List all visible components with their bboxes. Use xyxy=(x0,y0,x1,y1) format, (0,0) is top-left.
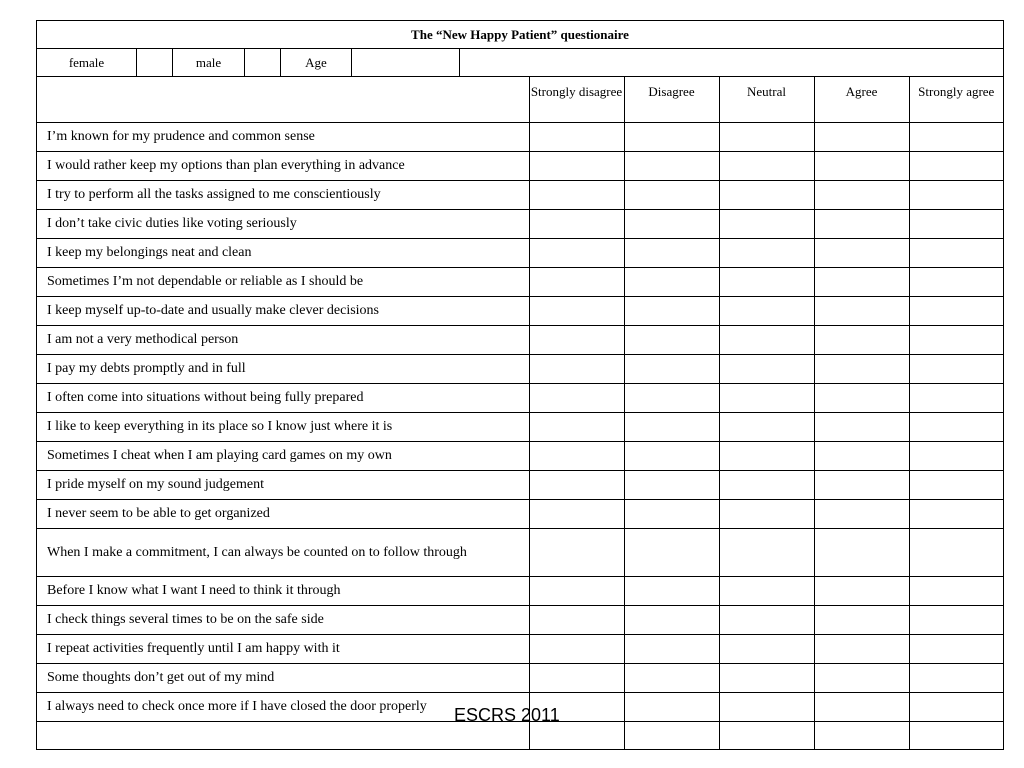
answer-cell-neutral[interactable] xyxy=(719,122,814,151)
answer-cell-strongly-agree[interactable] xyxy=(909,499,1003,528)
statement-row xyxy=(37,238,1003,267)
scale-header-strongly-agree: Strongly agree xyxy=(909,77,1003,122)
statement-row xyxy=(37,441,1003,470)
statement-row xyxy=(37,663,1003,692)
statement-text: Before I know what I want I need to think it through xyxy=(37,576,529,605)
statement-text: I am not a very methodical person xyxy=(37,325,529,354)
answer-cell-neutral[interactable] xyxy=(719,383,814,412)
statement-text: I always need to check once more if I have closed the door properly xyxy=(37,692,529,721)
answer-cell-neutral[interactable] xyxy=(719,151,814,180)
answer-cell-agree[interactable] xyxy=(814,296,909,325)
statement-row xyxy=(37,354,1003,383)
statement-header-blank xyxy=(37,77,529,122)
answer-cell-neutral[interactable] xyxy=(719,499,814,528)
answer-cell-agree[interactable] xyxy=(814,151,909,180)
answer-cell-strongly-agree[interactable] xyxy=(909,180,1003,209)
answer-cell-strongly-disagree[interactable] xyxy=(529,470,624,499)
answer-cell-agree[interactable] xyxy=(814,528,909,576)
statement-row xyxy=(37,383,1003,412)
answer-cell-agree[interactable] xyxy=(814,238,909,267)
answer-cell-disagree[interactable] xyxy=(624,122,719,151)
statement-row xyxy=(37,296,1003,325)
answer-cell-strongly-disagree[interactable] xyxy=(529,151,624,180)
answer-cell-disagree[interactable] xyxy=(624,576,719,605)
answer-cell-strongly-agree[interactable] xyxy=(909,634,1003,663)
answer-cell-neutral[interactable] xyxy=(719,634,814,663)
answer-cell-agree[interactable] xyxy=(814,470,909,499)
answer-cell-disagree[interactable] xyxy=(624,528,719,576)
answer-cell-neutral[interactable] xyxy=(719,470,814,499)
answer-cell-agree[interactable] xyxy=(814,412,909,441)
age-label: Age xyxy=(281,49,352,76)
statement-text: I repeat activities frequently until I am happy with it xyxy=(37,634,529,663)
answer-cell-strongly-agree[interactable] xyxy=(909,151,1003,180)
answer-cell-agree[interactable] xyxy=(814,634,909,663)
answer-cell-strongly-agree[interactable] xyxy=(909,354,1003,383)
answer-cell-strongly-disagree[interactable] xyxy=(529,238,624,267)
answer-cell-strongly-disagree[interactable] xyxy=(529,412,624,441)
answer-cell-strongly-agree[interactable] xyxy=(909,267,1003,296)
scale-header-agree: Agree xyxy=(814,77,909,122)
answer-cell-strongly-disagree[interactable] xyxy=(529,383,624,412)
answer-cell-disagree[interactable] xyxy=(624,721,719,750)
answer-cell-strongly-agree[interactable] xyxy=(909,412,1003,441)
answer-cell-disagree[interactable] xyxy=(624,605,719,634)
age-input-cell[interactable] xyxy=(352,49,460,76)
statement-text: I pay my debts promptly and in full xyxy=(37,354,529,383)
answer-cell-agree[interactable] xyxy=(814,576,909,605)
answer-cell-disagree[interactable] xyxy=(624,296,719,325)
answer-cell-strongly-agree[interactable] xyxy=(909,470,1003,499)
demographics-row xyxy=(37,49,1003,77)
statement-text: I would rather keep my options than plan everything in advance xyxy=(37,151,529,180)
answer-cell-neutral[interactable] xyxy=(719,528,814,576)
statement-row xyxy=(37,576,1003,605)
answer-cell-neutral[interactable] xyxy=(719,325,814,354)
answer-cell-strongly-agree[interactable] xyxy=(909,663,1003,692)
answer-cell-strongly-disagree[interactable] xyxy=(529,663,624,692)
questionnaire-body xyxy=(37,77,1003,750)
answer-cell-agree[interactable] xyxy=(814,499,909,528)
statement-row xyxy=(37,528,1003,576)
answer-cell-strongly-agree[interactable] xyxy=(909,528,1003,576)
answer-cell-agree[interactable] xyxy=(814,122,909,151)
answer-cell-strongly-disagree[interactable] xyxy=(529,296,624,325)
answer-cell-strongly-agree[interactable] xyxy=(909,238,1003,267)
statement-row xyxy=(37,605,1003,634)
questionnaire-title: The “New Happy Patient” questionaire xyxy=(37,21,1003,49)
statement-text: When I make a commitment, I can always be counted on to follow through xyxy=(37,528,529,576)
answer-cell-agree[interactable] xyxy=(814,209,909,238)
answer-cell-agree[interactable] xyxy=(814,383,909,412)
scale-header-row xyxy=(37,77,1003,122)
answer-cell-agree[interactable] xyxy=(814,267,909,296)
answer-cell-strongly-disagree[interactable] xyxy=(529,528,624,576)
statement-text: I keep myself up-to-date and usually make clever decisions xyxy=(37,296,529,325)
answer-cell-neutral[interactable] xyxy=(719,180,814,209)
male-label: male xyxy=(173,49,245,76)
answer-cell-strongly-agree[interactable] xyxy=(909,576,1003,605)
answer-cell-neutral[interactable] xyxy=(719,412,814,441)
statement-text: I often come into situations without being fully prepared xyxy=(37,383,529,412)
statement-row xyxy=(37,499,1003,528)
answer-cell-strongly-disagree[interactable] xyxy=(529,576,624,605)
answer-cell-strongly-disagree[interactable] xyxy=(529,180,624,209)
statement-row xyxy=(37,122,1003,151)
female-label: female xyxy=(37,49,137,76)
statement-row xyxy=(37,151,1003,180)
answer-cell-strongly-disagree[interactable] xyxy=(529,499,624,528)
scale-header-strongly-disagree: Strongly disagree xyxy=(529,77,624,122)
answer-cell-disagree[interactable] xyxy=(624,692,719,721)
answer-cell-strongly-agree[interactable] xyxy=(909,122,1003,151)
answer-cell-neutral[interactable] xyxy=(719,296,814,325)
answer-cell-neutral[interactable] xyxy=(719,238,814,267)
answer-cell-neutral[interactable] xyxy=(719,692,814,721)
answer-cell-agree[interactable] xyxy=(814,180,909,209)
answer-cell-neutral[interactable] xyxy=(719,576,814,605)
answer-cell-strongly-agree[interactable] xyxy=(909,721,1003,750)
answer-cell-agree[interactable] xyxy=(814,605,909,634)
answer-cell-disagree[interactable] xyxy=(624,180,719,209)
answer-cell-neutral[interactable] xyxy=(719,605,814,634)
statement-text: I keep my belongings neat and clean xyxy=(37,238,529,267)
answer-cell-strongly-agree[interactable] xyxy=(909,296,1003,325)
statement-text: Sometimes I’m not dependable or reliable as I should be xyxy=(37,267,529,296)
statement-text: I’m known for my prudence and common sense xyxy=(37,122,529,151)
questionnaire-sheet xyxy=(36,20,1004,750)
answer-cell-disagree[interactable] xyxy=(624,267,719,296)
answer-cell-disagree[interactable] xyxy=(624,412,719,441)
scale-header-disagree: Disagree xyxy=(624,77,719,122)
answer-cell-neutral[interactable] xyxy=(719,721,814,750)
scale-header-neutral: Neutral xyxy=(719,77,814,122)
answer-cell-strongly-agree[interactable] xyxy=(909,441,1003,470)
answer-cell-agree[interactable] xyxy=(814,663,909,692)
statement-row xyxy=(37,267,1003,296)
statement-text: Some thoughts don’t get out of my mind xyxy=(37,663,529,692)
statement-text: I try to perform all the tasks assigned to me conscientiously xyxy=(37,180,529,209)
answer-cell-strongly-disagree[interactable] xyxy=(529,267,624,296)
answer-cell-strongly-agree[interactable] xyxy=(909,325,1003,354)
answer-cell-strongly-disagree[interactable] xyxy=(529,605,624,634)
answer-cell-strongly-agree[interactable] xyxy=(909,383,1003,412)
answer-cell-agree[interactable] xyxy=(814,441,909,470)
statement-text: Sometimes I cheat when I am playing card games on my own xyxy=(37,441,529,470)
answer-cell-neutral[interactable] xyxy=(719,267,814,296)
statement-text: I never seem to be able to get organized xyxy=(37,499,529,528)
answer-cell-disagree[interactable] xyxy=(624,151,719,180)
statement-row xyxy=(37,325,1003,354)
answer-cell-strongly-disagree[interactable] xyxy=(529,354,624,383)
answer-cell-disagree[interactable] xyxy=(624,441,719,470)
answer-cell-strongly-agree[interactable] xyxy=(909,209,1003,238)
statement-row xyxy=(37,180,1003,209)
answer-cell-strongly-agree[interactable] xyxy=(909,605,1003,634)
statement-text: I don’t take civic duties like voting seriously xyxy=(37,209,529,238)
answer-cell-neutral[interactable] xyxy=(719,354,814,383)
female-checkbox-cell[interactable] xyxy=(137,49,173,76)
answer-cell-neutral[interactable] xyxy=(719,663,814,692)
statement-row xyxy=(37,209,1003,238)
answer-cell-neutral[interactable] xyxy=(719,441,814,470)
answer-cell-disagree[interactable] xyxy=(624,383,719,412)
answer-cell-strongly-disagree[interactable] xyxy=(529,122,624,151)
answer-cell-disagree[interactable] xyxy=(624,209,719,238)
answer-cell-disagree[interactable] xyxy=(624,663,719,692)
statement-text: I like to keep everything in its place so I know just where it is xyxy=(37,412,529,441)
statement-row xyxy=(37,470,1003,499)
answer-cell-disagree[interactable] xyxy=(624,499,719,528)
statement-text: I pride myself on my sound judgement xyxy=(37,470,529,499)
answer-cell-strongly-disagree[interactable] xyxy=(529,634,624,663)
answer-cell-agree[interactable] xyxy=(814,325,909,354)
answer-cell-disagree[interactable] xyxy=(624,634,719,663)
answer-cell-strongly-agree[interactable] xyxy=(909,692,1003,721)
answer-cell-agree[interactable] xyxy=(814,721,909,750)
answer-cell-disagree[interactable] xyxy=(624,470,719,499)
answer-cell-agree[interactable] xyxy=(814,692,909,721)
statement-row xyxy=(37,634,1003,663)
answer-cell-strongly-disagree[interactable] xyxy=(529,441,624,470)
answer-cell-disagree[interactable] xyxy=(624,238,719,267)
answer-cell-agree[interactable] xyxy=(814,354,909,383)
statement-text: I check things several times to be on the safe side xyxy=(37,605,529,634)
answer-cell-strongly-disagree[interactable] xyxy=(529,209,624,238)
statement-row xyxy=(37,412,1003,441)
answer-cell-strongly-disagree[interactable] xyxy=(529,325,624,354)
footer-text: ESCRS 2011 xyxy=(454,705,560,725)
male-checkbox-cell[interactable] xyxy=(245,49,281,76)
answer-cell-disagree[interactable] xyxy=(624,354,719,383)
answer-cell-disagree[interactable] xyxy=(624,325,719,354)
answer-cell-neutral[interactable] xyxy=(719,209,814,238)
questionnaire-table xyxy=(37,77,1003,750)
